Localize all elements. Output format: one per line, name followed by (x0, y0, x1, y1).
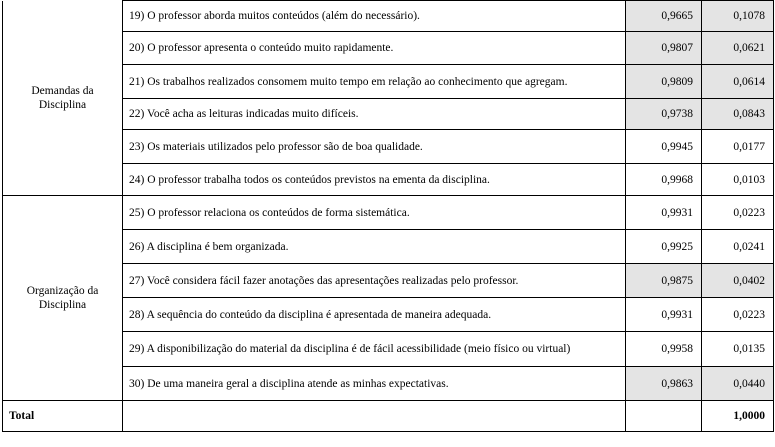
value-2-cell: 0,0843 (702, 99, 774, 130)
table-body (3, 1, 774, 432)
value-2-cell: 0,0177 (702, 130, 774, 164)
results-table (2, 0, 774, 432)
question-cell: 29) A disponibilização do material da disciplina é de fácil acessibilidade (meio físico ou virtual) (123, 332, 626, 367)
value-1-cell: 0,9665 (626, 1, 702, 32)
question-cell: 28) A sequência do conteúdo da disciplina é apresentada de maneira adequada. (123, 298, 626, 332)
question-cell: 24) O professor trabalha todos os conteúdos previstos na ementa da disciplina. (123, 164, 626, 196)
value-2-cell: 0,0135 (702, 332, 774, 367)
value-1-cell: 0,9863 (626, 367, 702, 401)
table-row (3, 196, 774, 230)
total-label: Total (3, 401, 123, 432)
value-1-cell: 0,9931 (626, 298, 702, 332)
question-cell: 25) O professor relaciona os conteúdos de forma sistemática. (123, 196, 626, 230)
value-2-cell: 0,0103 (702, 164, 774, 196)
group-label: Demandas da Disciplina (3, 1, 123, 196)
question-cell: 20) O professor apresenta o conteúdo muito rapidamente. (123, 32, 626, 65)
value-1-cell: 0,9738 (626, 99, 702, 130)
value-1-cell: 0,9958 (626, 332, 702, 367)
value-2-cell: 0,0621 (702, 32, 774, 65)
total-value: 1,0000 (702, 401, 774, 432)
value-2-cell: 0,0440 (702, 367, 774, 401)
value-1-cell: 0,9807 (626, 32, 702, 65)
question-cell: 23) Os materiais utilizados pelo professor são de boa qualidade. (123, 130, 626, 164)
total-row (3, 401, 774, 432)
group-label: Organização da Disciplina (3, 196, 123, 401)
total-spacer (123, 401, 626, 432)
value-1-cell: 0,9875 (626, 264, 702, 298)
question-cell: 22) Você acha as leituras indicadas muito difíceis. (123, 99, 626, 130)
value-2-cell: 0,0614 (702, 65, 774, 99)
value-2-cell: 0,0223 (702, 196, 774, 230)
value-1-cell: 0,9925 (626, 230, 702, 264)
table-row (3, 1, 774, 32)
question-cell: 21) Os trabalhos realizados consomem muito tempo em relação ao conhecimento que agregam. (123, 65, 626, 99)
value-2-cell: 0,0241 (702, 230, 774, 264)
question-cell: 27) Você considera fácil fazer anotações das apresentações realizadas pelo professor. (123, 264, 626, 298)
value-2-cell: 0,0223 (702, 298, 774, 332)
value-1-cell: 0,9931 (626, 196, 702, 230)
value-1-cell: 0,9968 (626, 164, 702, 196)
question-cell: 30) De uma maneira geral a disciplina atende as minhas expectativas. (123, 367, 626, 401)
value-1-cell: 0,9809 (626, 65, 702, 99)
value-2-cell: 0,0402 (702, 264, 774, 298)
total-empty-cell (626, 401, 702, 432)
question-cell: 19) O professor aborda muitos conteúdos (além do necessário). (123, 1, 626, 32)
value-2-cell: 0,1078 (702, 1, 774, 32)
question-cell: 26) A disciplina é bem organizada. (123, 230, 626, 264)
value-1-cell: 0,9945 (626, 130, 702, 164)
